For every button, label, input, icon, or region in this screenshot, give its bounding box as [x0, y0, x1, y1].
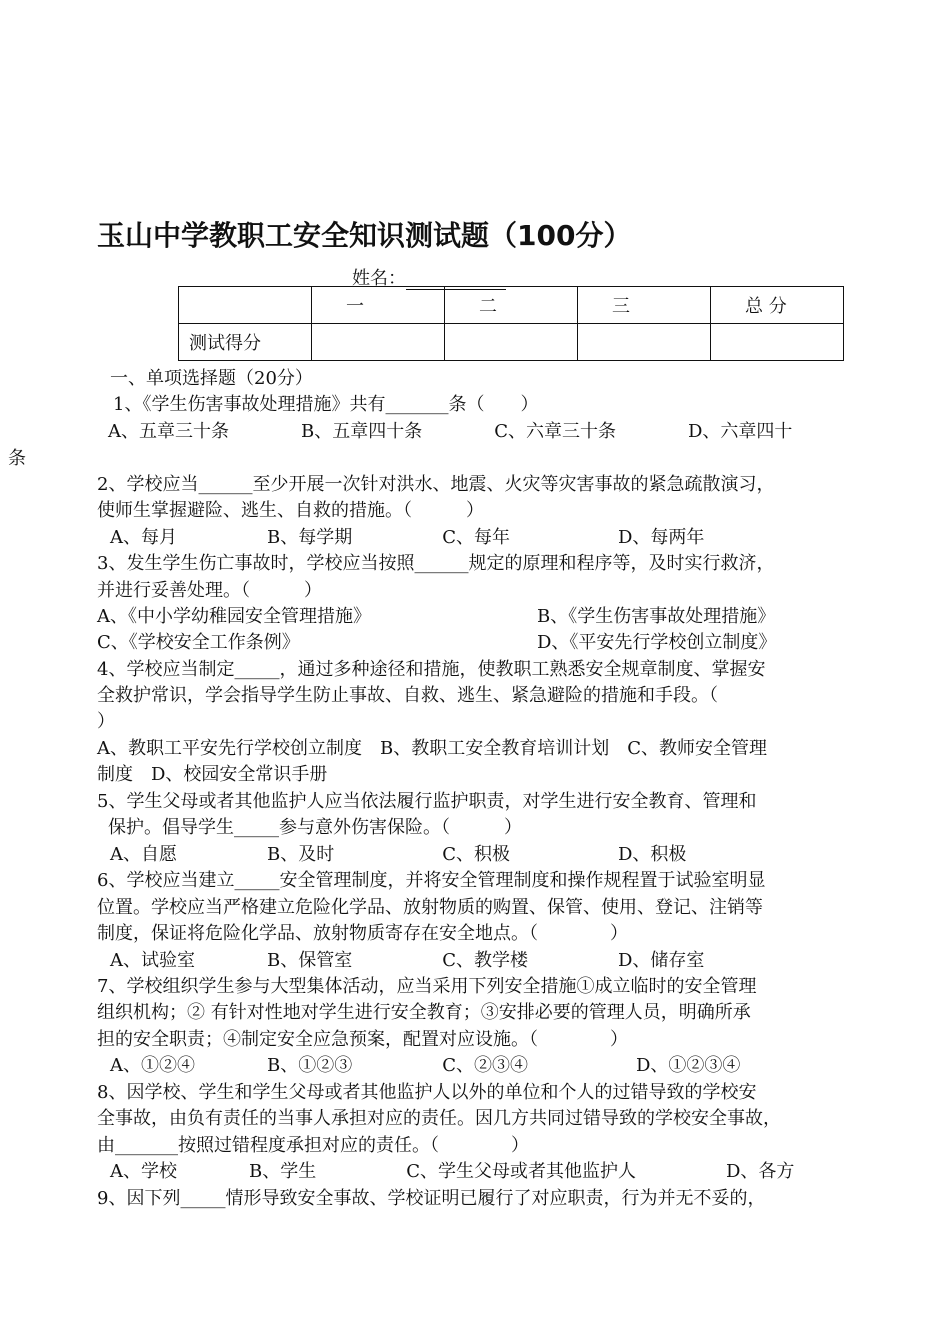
score-row-label: 测试得分 [179, 324, 312, 361]
question-text: 4、学校应当制定_____，通过多种途径和措施，使教职工熟悉安全规章制度、掌握安 [97, 659, 766, 680]
question-text: 8、因学校、学生和学生父母或者其他监护人以外的单位和个人的过错导致的学校安 [97, 1082, 757, 1103]
question-text: 使师生掌握避险、逃生、自救的措施。（ ） [97, 500, 484, 521]
question-text: 5、学生父母或者其他监护人应当依法履行监护职责，对学生进行安全教育、管理和 [97, 791, 757, 812]
score-header-3: 三 [578, 287, 711, 324]
score-cell-3[interactable] [578, 324, 711, 361]
question-text: 保护。倡导学生_____参与意外伤害保险。（ ） [108, 817, 522, 838]
question-text: 全救护常识，学会指导学生防止事故、自救、逃生、紧急避险的措施和手段。（ [97, 685, 718, 706]
option-line: B、《学生伤害事故处理措施》 [537, 606, 776, 627]
question-text: ） [97, 711, 115, 732]
option-line: A、每月 B、每学期 C、每年 D、每两年 [110, 527, 705, 548]
option-line: A、学校 B、学生 C、学生父母或者其他监护人 D、各方 [110, 1161, 795, 1182]
score-header-1: 一 [312, 287, 445, 324]
option-line: D、《平安先行学校创立制度》 [537, 632, 777, 653]
score-cell-1[interactable] [312, 324, 445, 361]
page-title: 玉山中学教职工安全知识测试题（100分） [97, 219, 632, 252]
question-text: 6、学校应当建立_____安全管理制度，并将安全管理制度和操作规程置于试验室明显 [97, 870, 766, 891]
question-text: 制度，保证将危险化学品、放射物质寄存在安全地点。（ ） [97, 923, 628, 944]
question-text: 9、因下列_____情形导致安全事故、学校证明已履行了对应职责，行为并无不妥的， [97, 1188, 766, 1209]
score-header-row [179, 287, 844, 324]
question-text: 组织机构；② 有针对性地对学生进行安全教育；③安排必要的管理人员，明确所承 [97, 1002, 751, 1023]
question-text: 7、学校组织学生参与大型集体活动，应当采用下列安全措施①成立临时的安全管理 [97, 976, 757, 997]
score-header-total: 总 分 [711, 287, 844, 324]
score-header-2: 二 [445, 287, 578, 324]
question-text: 并进行妥善处理。（ ） [97, 580, 322, 601]
question-text: 位置。学校应当严格建立危险化学品、放射物质的购置、保管、使用、登记、注销等 [97, 897, 763, 918]
option-line: C、《学校安全工作条例》 [97, 632, 300, 653]
option-line: A、①②④ B、①②③ C、②③④ D、①②③④ [110, 1055, 741, 1076]
section-heading: 一、单项选择题（20分） [110, 368, 313, 389]
score-corner-cell [179, 287, 312, 324]
question-text: 1、《学生伤害事故处理措施》共有_______条（ ） [113, 394, 539, 415]
option-line: A、教职工平安先行学校创立制度 B、教职工安全教育培训计划 C、教师安全管理 [97, 738, 767, 759]
option-line: A、试验室 B、保管室 C、教学楼 D、储存室 [110, 950, 705, 971]
score-table [178, 286, 844, 361]
question-text: 担的安全职责；④制定安全应急预案，配置对应设施。（ ） [97, 1029, 628, 1050]
option-line: 制度 D、校园安全常识手册 [97, 764, 328, 785]
question-text: 由_______按照过错程度承担对应的责任。（ ） [97, 1135, 529, 1156]
question-text: 全事故，由负有责任的当事人承担对应的责任。因几方共同过错导致的学校安全事故， [97, 1108, 781, 1129]
score-cell-total[interactable] [711, 324, 844, 361]
option-line: A、自愿 B、及时 C、积极 D、积极 [110, 844, 687, 865]
score-cell-2[interactable] [445, 324, 578, 361]
score-value-row [179, 324, 844, 361]
question-text: 3、发生学生伤亡事故时，学校应当按照______规定的原理和程序等，及时实行救济， [97, 553, 775, 574]
option-line: A、《中小学幼稚园安全管理措施》 [97, 606, 371, 627]
option-line: 条 [8, 448, 26, 469]
question-text: 2、学校应当______至少开展一次针对洪水、地震、火灾等灾害事故的紧急疏散演习， [97, 474, 775, 495]
name-label: 姓名： [352, 268, 406, 289]
option-line: A、五章三十条 B、五章四十条 C、六章三十条 D、六章四十 [108, 421, 793, 442]
